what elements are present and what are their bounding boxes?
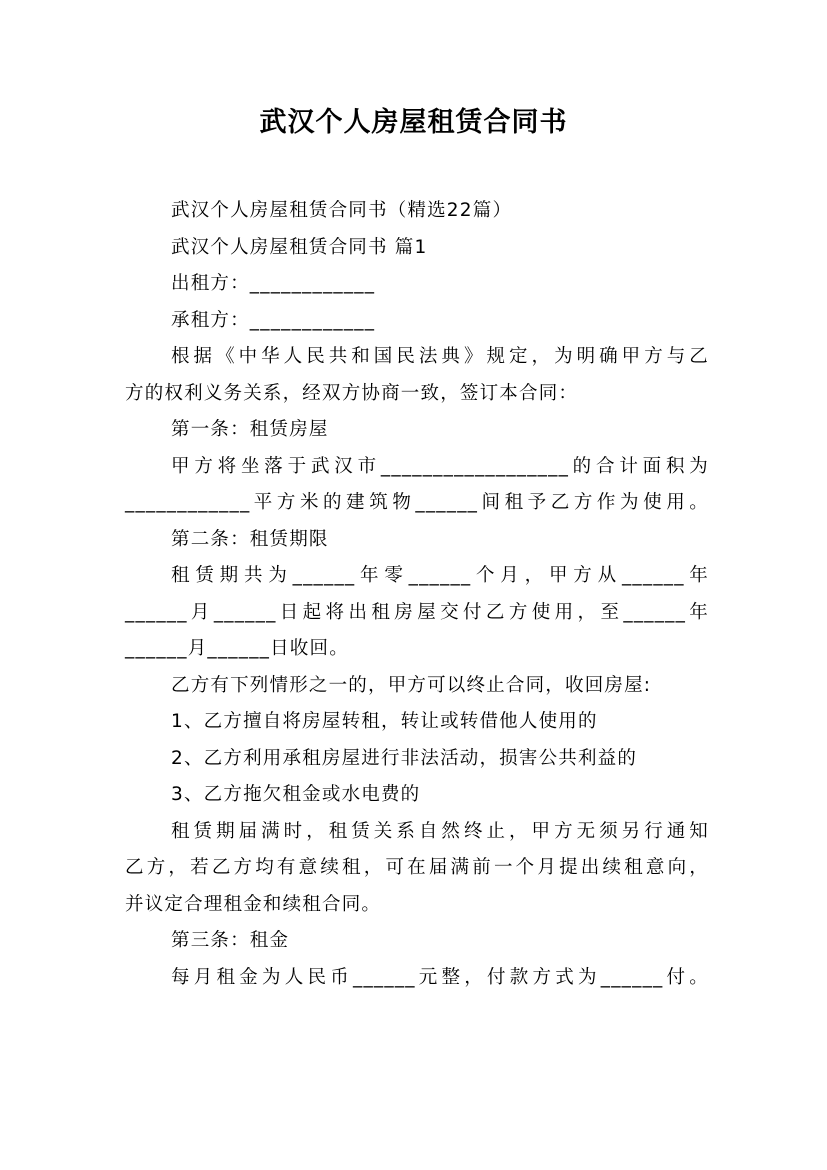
article-2-line-2: ______月______日起将出租房屋交付乙方使用，至______年 xyxy=(125,601,709,623)
paragraph-lessee: 承租方：____________ xyxy=(171,309,376,331)
paragraph-section-heading: 武汉个人房屋租赁合同书 篇1 xyxy=(171,236,428,258)
termination-item-2: 2、乙方利用承租房屋进行非法活动，损害公共利益的 xyxy=(171,747,638,769)
article-2-line-1: 租赁期共为______年零______个月，甲方从______年 xyxy=(171,565,709,586)
renewal-line-1: 租赁期届满时，租赁关系自然终止，甲方无须另行通知 xyxy=(171,820,709,842)
article-3-line-1: 每月租金为人民币______元整，付款方式为______付。 xyxy=(171,966,709,988)
paragraph-lessor: 出租方：____________ xyxy=(171,273,376,294)
article-3-heading: 第三条：租金 xyxy=(171,930,290,951)
paragraph-subtitle: 武汉个人房屋租赁合同书（精选22篇） xyxy=(171,200,513,221)
article-1-heading: 第一条：租赁房屋 xyxy=(171,419,329,440)
article-1-line-2: ____________平方米的建筑物______间租予乙方作为使用。 xyxy=(125,492,709,513)
termination-item-1: 1、乙方擅自将房屋转租，转让或转借他人使用的 xyxy=(171,711,598,732)
renewal-line-3: 并议定合理租金和续租合同。 xyxy=(125,893,382,915)
termination-item-3: 3、乙方拖欠租金或水电费的 xyxy=(171,784,421,805)
document-title: 武汉个人房屋租赁合同书 xyxy=(259,107,568,138)
renewal-line-2: 乙方，若乙方均有意续租，可在届满前一个月提出续租意向， xyxy=(125,857,709,878)
article-2-heading: 第二条：租赁期限 xyxy=(171,528,329,550)
article-1-line-1: 甲方将坐落于武汉市__________________的合计面积为 xyxy=(171,455,709,477)
paragraph-preamble-line-1: 根据《中华人民共和国民法典》规定，为明确甲方与乙 xyxy=(171,346,709,367)
article-2-line-3: ______月______日收回。 xyxy=(125,638,349,659)
paragraph-preamble-line-2: 方的权利义务关系，经双方协商一致，签订本合同： xyxy=(125,382,579,404)
termination-intro: 乙方有下列情形之一的，甲方可以终止合同，收回房屋: xyxy=(171,674,652,696)
document-body xyxy=(125,193,709,996)
